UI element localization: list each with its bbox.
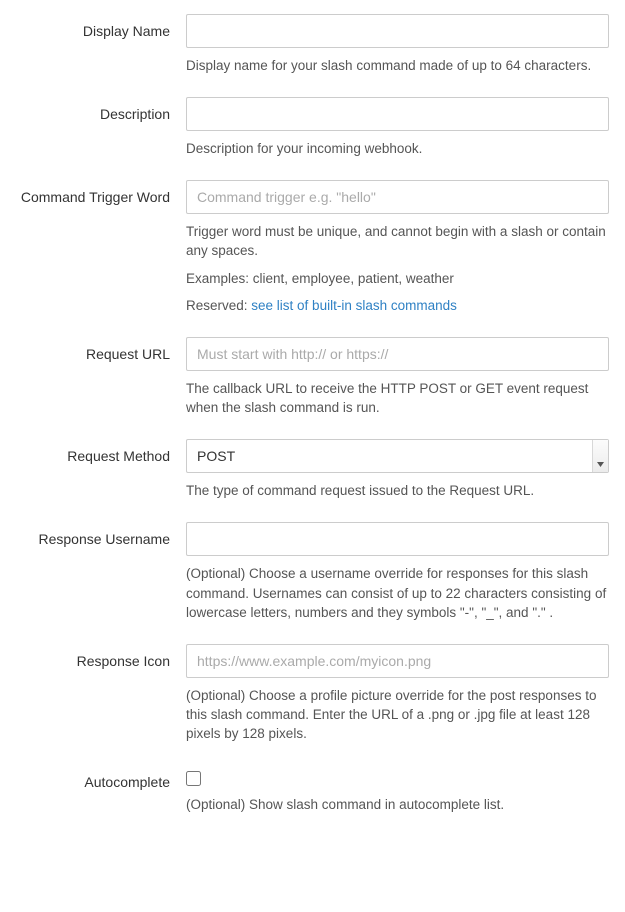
field-command-trigger-word xyxy=(186,180,625,315)
field-display-name xyxy=(186,14,625,75)
request-method-select-wrap xyxy=(186,439,609,473)
label-request-method: Request Method xyxy=(67,448,170,465)
form-row-response-icon xyxy=(0,644,625,743)
help-command-trigger-word-reserved xyxy=(186,296,609,315)
label-description: Description xyxy=(99,106,170,123)
form-row-autocomplete xyxy=(0,765,625,814)
field-description xyxy=(186,97,625,158)
request-url-input[interactable] xyxy=(186,337,609,371)
help-command-trigger-word-examples: Examples: client, employee, patient, weather xyxy=(186,270,454,286)
response-username-input[interactable] xyxy=(186,522,609,556)
description-input[interactable] xyxy=(186,97,609,131)
field-response-username xyxy=(186,522,625,621)
help-request-url: The callback URL to receive the HTTP POST or GET event request when the slash command is run. xyxy=(186,380,589,416)
autocomplete-checkbox-wrap xyxy=(186,765,609,787)
help-request-method: The type of command request issued to the Request URL. xyxy=(186,483,535,499)
form-row-request-method xyxy=(0,439,625,500)
help-command-trigger-word-rule: Trigger word must be unique, and cannot begin with a slash or contain any spaces. xyxy=(186,224,606,259)
label-autocomplete: Autocomplete xyxy=(84,774,170,791)
label-command-trigger-word: Command Trigger Word xyxy=(20,189,170,206)
label-request-url: Request URL xyxy=(85,345,170,362)
field-response-icon xyxy=(186,644,625,743)
help-autocomplete: (Optional) Show slash command in autocomplete list. xyxy=(186,797,505,813)
form-row-display-name xyxy=(0,14,625,75)
field-request-method xyxy=(186,439,625,500)
reserved-prefix-text: Reserved: xyxy=(186,297,252,313)
help-response-username: (Optional) Choose a username override for responses for this slash command. Usernames can consist of up to 22 characters consisting of lowercase letters, numbers and they symbols "-", "_", and "." . xyxy=(186,566,607,620)
field-request-url xyxy=(186,337,625,417)
response-icon-input[interactable] xyxy=(186,644,609,678)
form-row-description xyxy=(0,97,625,158)
form-row-response-username xyxy=(0,522,625,621)
form-row-request-url xyxy=(0,337,625,417)
label-response-username: Response Username xyxy=(38,531,170,548)
request-method-select[interactable] xyxy=(186,439,609,473)
label-response-icon: Response Icon xyxy=(76,652,170,669)
display-name-input[interactable] xyxy=(186,14,609,48)
help-description: Description for your incoming webhook. xyxy=(186,141,423,157)
form-row-command-trigger-word xyxy=(0,180,625,315)
autocomplete-checkbox[interactable] xyxy=(186,771,201,786)
help-response-icon: (Optional) Choose a profile picture override for the post responses to this slash command. Enter the URL of a .png or .jpg file at least 128 pixels by 128 pixels. xyxy=(186,687,597,742)
help-display-name: Display name for your slash command made of up to 64 characters. xyxy=(186,58,592,73)
command-trigger-word-input[interactable] xyxy=(186,180,609,214)
field-autocomplete xyxy=(186,765,625,814)
built-in-slash-commands-link[interactable]: see list of built-in slash commands xyxy=(251,297,457,313)
label-display-name: Display Name xyxy=(82,23,170,39)
